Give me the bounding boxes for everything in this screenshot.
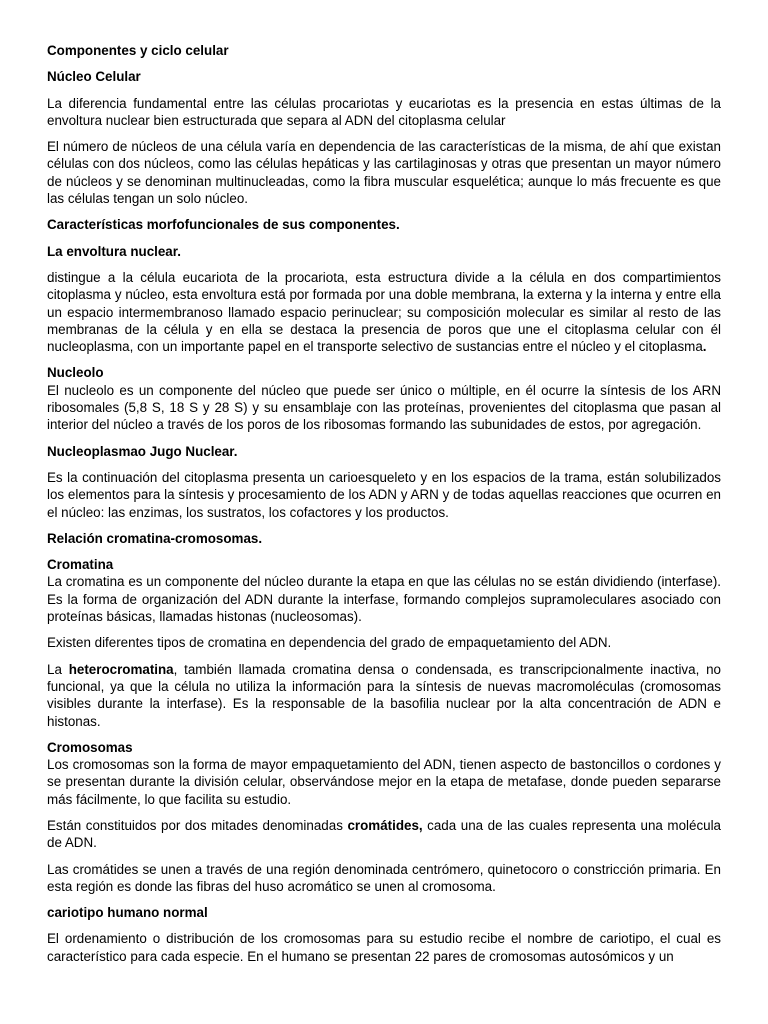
heading-cariotipo: cariotipo humano normal [47,905,208,921]
paragraph-cromatina: La cromatina es un componente del núcleo durante la etapa en que las células no se están dividiendo (interfase). Es la forma de organización del ADN durante la interfase, formando complejos supramoleculares asociado con proteínas básicas, llamadas histonas (nucleosomas). [47,574,721,625]
heading-nucleo-celular: Núcleo Celular [47,69,141,85]
heterocromatina-intro: La [47,661,69,677]
paragraph-envoltura-period: . [702,339,707,355]
cromatides-intro: Están constituidos por dos mitades denominadas [47,817,348,833]
paragraph-centromero: Las cromátides se unen a través de una región denominada centrómero, quinetocoro o constricción primaria. En esta región es donde las fibras del huso acromático se unen al cromosoma. [47,861,721,894]
paragraph-tipos-cromatina: Existen diferentes tipos de cromatina en dependencia del grado de empaquetamiento del ADN. [47,635,612,651]
paragraph-cariotipo: El ordenamiento o distribución de los cromosomas para su estudio recibe el nombre de cariotipo, el cual es característico para cada especie. En el humano se presentan 22 pares de cromosomas autosómicos y un [47,931,721,964]
paragraph-envoltura [47,269,721,355]
heterocromatina-term: heterocromatina [68,661,174,677]
cromatides-body: cada una de las cuales representa una molécula de ADN. [47,817,722,851]
paragraph-nucleoplasma: Es la continuación del citoplasma presenta un carioesqueleto y en los espacios de la trama, están solubilizados los elementos para la síntesis y procesamiento de los ADN y ARN y de todas aquellas reacciones que ocurren en el núcleo: las enzimas, los sustratos, los cofactores y los productos. [47,469,721,520]
paragraph-numero-nucleos: El número de núcleos de una célula varía en dependencia de las características de la misma, de ahí que existan células con dos núcleos, como las células hepáticas y las cartilaginosas y otras que presentan un mayor número de núcleos y se denominan multinucleadas, como la fibra muscular esquelética; aunque lo más frecuente es que las células tengan un solo núcleo. [47,139,721,207]
heading-nucleoplasma: Nucleoplasmao Jugo Nuclear. [47,443,238,459]
heading-envoltura-nuclear: La envoltura nuclear. [47,243,181,259]
paragraph-diferencia: La diferencia fundamental entre las células procariotas y eucariotas es la presencia en estas últimas de la envoltura nuclear bien estructurada que separa al ADN del citoplasma celular [47,95,721,128]
paragraph-cromosomas: Los cromosomas son la forma de mayor empaquetamiento del ADN, tienen aspecto de bastoncillos o cordones y se presentan durante la división celular, observándose mejor en la etapa de metafase, donde pueden separarse más fácilmente, lo que facilita su estudio. [47,757,721,807]
document-page [47,42,721,974]
heading-relacion: Relación cromatina-cromosomas. [47,530,263,546]
document-title: Componentes y ciclo celular [47,43,229,58]
heading-nucleolo: Nucleolo [47,365,104,381]
heading-caracteristicas: Características morfofuncionales de sus componentes. [47,217,400,233]
heading-cromosomas: Cromosomas [47,739,133,755]
paragraph-envoltura-text: distingue a la célula eucariota de la procariota, esta estructura divide a la célula en dos compartimientos citoplasma y núcleo, esta envoltura está por formada por una doble membrana, la externa y la interna y entre ella un espacio intermembranoso llamado espacio perinuclear; su composición molecular es similar al resto de las membranas de la célula y en ella se destaca la presencia de poros que une el citoplasma celular con él nucleoplasma, con un importante papel en el transporte selectivo de sustancias entre el núcleo y el citoplasma [47,269,721,355]
heading-cromatina: Cromatina [47,557,114,573]
heterocromatina-body: , también llamada cromatina densa o condensada, es transcripcionalmente inactiva, no funcional, ya que la célula no utiliza la información para la síntesis de nuevas macromoléculas (cromosomas visibles durante la interfase). Es la responsable de la basofilia nuclear por la alta concentración de ADN e histonas. [47,661,721,729]
paragraph-cromatides [47,817,721,852]
paragraph-nucleolo: El nucleolo es un componente del núcleo que puede ser único o múltiple, en él ocurre la síntesis de los ARN ribosomales (5,8 S, 18 S y 28 S) y su ensamblaje con las proteínas, provenientes del citoplasma que pasan al interior del núcleo a través de los poros de los ribosomas formando las subunidades de estos, por agregación. [47,382,721,433]
cromatides-term: cromátides, [347,817,423,833]
paragraph-heterocromatina [47,661,721,730]
